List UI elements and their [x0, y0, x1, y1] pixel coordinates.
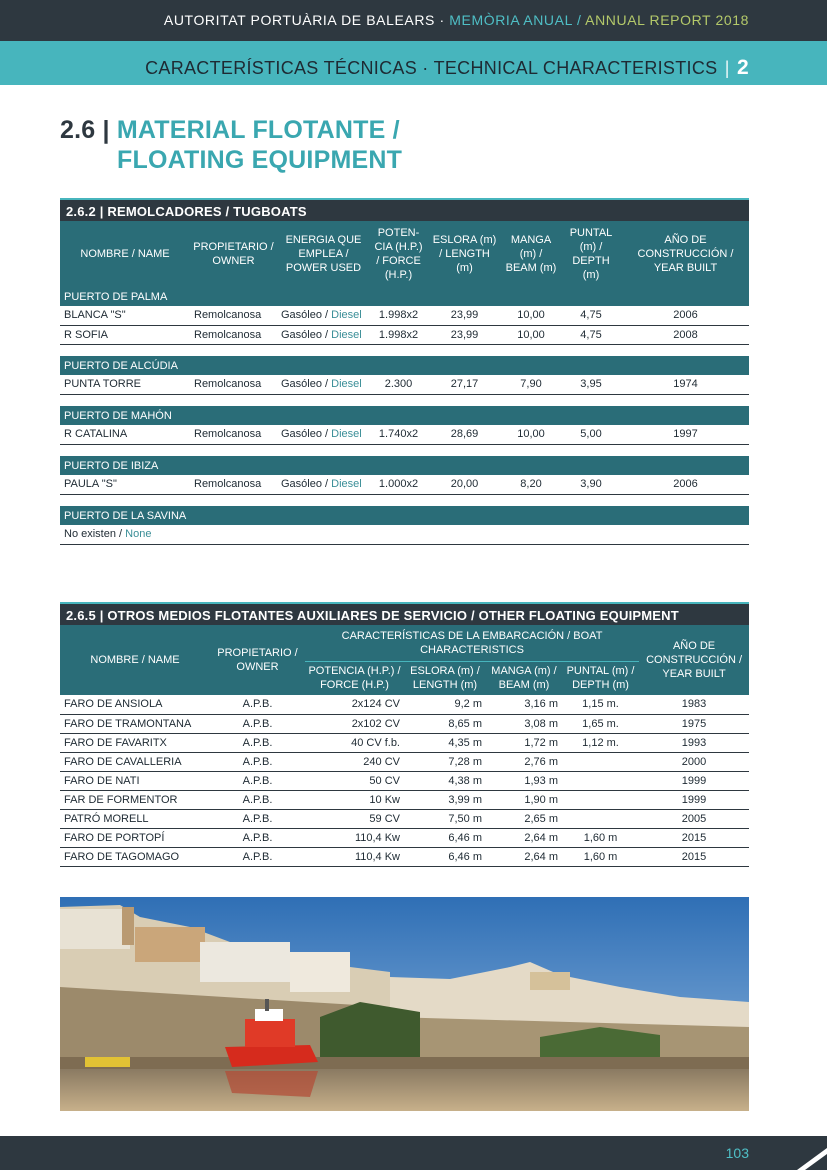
energy-es: Gasóleo — [281, 328, 322, 341]
group-spacer — [60, 344, 749, 356]
vessel-owner: Remolcanosa — [190, 475, 277, 494]
table-row — [60, 771, 749, 790]
equipment-beam: 1,93 m — [486, 771, 562, 790]
vessel-depth: 4,75 — [560, 306, 622, 325]
col-header-owner: PROPIETARIO / OWNER — [210, 625, 305, 695]
col-header-depth: PUNTAL (m) / DEPTH (m) — [562, 661, 639, 695]
port-name: PUERTO DE PALMA — [60, 287, 749, 306]
equipment-length: 4,38 m — [404, 771, 486, 790]
vessel-power: 2.300 — [370, 375, 427, 394]
vessel-length: 28,69 — [427, 425, 502, 444]
section-number: 2 — [737, 56, 749, 79]
table-row — [60, 733, 749, 752]
port-group-row — [60, 456, 749, 475]
title-line1: MATERIAL FLOTANTE / — [116, 116, 400, 144]
equipment-beam: 3,16 m — [486, 695, 562, 714]
equipment-length: 6,46 m — [404, 828, 486, 847]
vessel-length: 20,00 — [427, 475, 502, 494]
equipment-owner: A.P.B. — [210, 828, 305, 847]
vessel-depth: 3,90 — [560, 475, 622, 494]
vessel-year: 1974 — [622, 375, 749, 394]
equipment-beam: 2,64 m — [486, 847, 562, 866]
memoria-label: MEMÒRIA ANUAL — [449, 12, 573, 28]
other-equipment-table-block — [60, 602, 749, 867]
equipment-length: 7,50 m — [404, 809, 486, 828]
equipment-year: 2015 — [639, 828, 749, 847]
col-header-power-used: ENERGIA QUE EMPLEA / POWER USED — [277, 221, 370, 287]
group-spacer — [60, 494, 749, 506]
report-header-bar — [0, 0, 827, 41]
port-group-row — [60, 406, 749, 425]
equipment-depth: 1,60 m — [562, 828, 639, 847]
equipment-year: 2000 — [639, 752, 749, 771]
none-en: None — [125, 528, 152, 541]
equipment-power: 240 CV — [305, 752, 404, 771]
annual-report-label: ANNUAL REPORT 2018 — [585, 12, 749, 28]
equipment-name: FARO DE TAGOMAGO — [60, 847, 210, 866]
equipment-year: 1999 — [639, 771, 749, 790]
vessel-length: 27,17 — [427, 375, 502, 394]
equipment-depth: 1,15 m. — [562, 695, 639, 714]
table-row — [60, 828, 749, 847]
no-vessels-note: No existen / None — [60, 525, 749, 544]
other-equipment-table — [60, 625, 749, 867]
col-header-beam: MANGA (m) / BEAM (m) — [486, 661, 562, 695]
equipment-owner: A.P.B. — [210, 847, 305, 866]
equipment-beam: 2,65 m — [486, 809, 562, 828]
vessel-power: 1.998x2 — [370, 325, 427, 344]
energy-en: Diesel — [331, 428, 362, 441]
table-row — [60, 306, 749, 325]
port-name: PUERTO DE MAHÓN — [60, 406, 749, 425]
equipment-name: FARO DE FAVARITX — [60, 733, 210, 752]
vessel-owner: Remolcanosa — [190, 325, 277, 344]
vessel-year: 2006 — [622, 306, 749, 325]
vessel-depth: 5,00 — [560, 425, 622, 444]
section-bar: CARACTERÍSTICAS TÉCNICAS · TECHNICAL CHARACTERISTICS | 2 — [0, 41, 827, 85]
energy-es: Gasóleo — [281, 478, 322, 491]
energy-es: Gasóleo — [281, 309, 322, 322]
vessel-length: 23,99 — [427, 306, 502, 325]
equipment-depth — [562, 790, 639, 809]
page-number: 103 — [725, 1145, 749, 1161]
table-row — [60, 752, 749, 771]
vessel-year: 2008 — [622, 325, 749, 344]
report-header-text: AUTORITAT PORTUÀRIA DE BALEARS · MEMÒRIA ANUAL / ANNUAL REPORT 2018 — [163, 12, 749, 28]
harbour-town-photo — [60, 897, 749, 1111]
port-group-row — [60, 356, 749, 375]
vessel-beam: 8,20 — [502, 475, 560, 494]
equipment-beam: 1,72 m — [486, 733, 562, 752]
vessel-name: PUNTA TORRE — [60, 375, 190, 394]
vessel-energy: Gasóleo / Diesel — [277, 375, 370, 394]
equipment-year: 1975 — [639, 714, 749, 733]
table-row — [60, 525, 749, 544]
equipment-owner: A.P.B. — [210, 771, 305, 790]
col-header-length: ESLORA (m) / LENGTH (m) — [404, 661, 486, 695]
table-row — [60, 375, 749, 394]
vessel-power: 1.998x2 — [370, 306, 427, 325]
equipment-owner: A.P.B. — [210, 714, 305, 733]
equipment-depth — [562, 809, 639, 828]
equipment-year: 2005 — [639, 809, 749, 828]
port-name: PUERTO DE IBIZA — [60, 456, 749, 475]
port-group-row — [60, 506, 749, 525]
energy-en: Diesel — [331, 378, 362, 391]
vessel-power: 1.740x2 — [370, 425, 427, 444]
vessel-depth: 3,95 — [560, 375, 622, 394]
other-equipment-body — [60, 695, 749, 866]
equipment-year: 2015 — [639, 847, 749, 866]
equipment-depth — [562, 771, 639, 790]
vessel-energy: Gasóleo / Diesel — [277, 425, 370, 444]
col-header-name: NOMBRE / NAME — [60, 221, 190, 287]
equipment-name: FARO DE TRAMONTANA — [60, 714, 210, 733]
group-spacer — [60, 394, 749, 406]
port-name: PUERTO DE ALCÚDIA — [60, 356, 749, 375]
page-footer — [0, 1136, 827, 1170]
energy-en: Diesel — [331, 328, 362, 341]
equipment-owner: A.P.B. — [210, 695, 305, 714]
equipment-length: 3,99 m — [404, 790, 486, 809]
equipment-owner: A.P.B. — [210, 790, 305, 809]
tugboats-table-title: 2.6.2 | REMOLCADORES / TUGBOATS — [60, 198, 749, 221]
col-header-power: POTENCIA (H.P.) / FORCE (H.P.) — [305, 661, 404, 695]
col-header-boat-characteristics: CARACTERÍSTICAS DE LA EMBARCACIÓN / BOAT CHARACTERISTICS — [305, 625, 639, 661]
tugboats-table — [60, 221, 749, 545]
table-row — [60, 425, 749, 444]
page-title — [60, 115, 402, 175]
vessel-energy: Gasóleo / Diesel — [277, 475, 370, 494]
vessel-energy: Gasóleo / Diesel — [277, 325, 370, 344]
table-row — [60, 809, 749, 828]
equipment-power: 10 Kw — [305, 790, 404, 809]
equipment-length: 8,65 m — [404, 714, 486, 733]
equipment-power: 2x124 CV — [305, 695, 404, 714]
other-equipment-table-title: 2.6.5 | OTROS MEDIOS FLOTANTES AUXILIARES DE SERVICIO / OTHER FLOATING EQUIPMENT — [60, 602, 749, 625]
equipment-depth — [562, 752, 639, 771]
tugboats-header-row — [60, 221, 749, 287]
equipment-beam: 3,08 m — [486, 714, 562, 733]
footer-accent-stripe — [757, 1136, 827, 1170]
vessel-length: 23,99 — [427, 325, 502, 344]
col-header-depth: PUNTAL (m) / DEPTH (m) — [560, 221, 622, 287]
org-name: AUTORITAT PORTUÀRIA DE BALEARS — [163, 12, 435, 28]
equipment-name: FARO DE ANSIOLA — [60, 695, 210, 714]
table-row — [60, 847, 749, 866]
equipment-name: PATRÓ MORELL — [60, 809, 210, 828]
table-row — [60, 475, 749, 494]
col-header-length: ESLORA (m) / LENGTH (m) — [427, 221, 502, 287]
col-header-year-built: AÑO DE CONSTRUCCIÓN / YEAR BUILT — [639, 625, 749, 695]
table-row — [60, 695, 749, 714]
equipment-power: 59 CV — [305, 809, 404, 828]
col-header-force: POTEN-CIA (H.P.) / FORCE (H.P.) — [370, 221, 427, 287]
table-row — [60, 714, 749, 733]
vessel-beam: 10,00 — [502, 425, 560, 444]
vessel-owner: Remolcanosa — [190, 425, 277, 444]
equipment-length: 9,2 m — [404, 695, 486, 714]
equipment-depth: 1,12 m. — [562, 733, 639, 752]
equipment-name: FARO DE CAVALLERIA — [60, 752, 210, 771]
vessel-year: 2006 — [622, 475, 749, 494]
vessel-depth: 4,75 — [560, 325, 622, 344]
col-header-beam: MANGA (m) / BEAM (m) — [502, 221, 560, 287]
vessel-power: 1.000x2 — [370, 475, 427, 494]
vessel-beam: 10,00 — [502, 325, 560, 344]
equipment-length: 7,28 m — [404, 752, 486, 771]
port-name: PUERTO DE LA SAVINA — [60, 506, 749, 525]
table-row — [60, 325, 749, 344]
title-number: 2.6 | — [60, 116, 110, 144]
equipment-year: 1999 — [639, 790, 749, 809]
equipment-depth: 1,65 m. — [562, 714, 639, 733]
col-header-year-built: AÑO DE CONSTRUCCIÓN / YEAR BUILT — [622, 221, 749, 287]
title-line2: FLOATING EQUIPMENT — [117, 146, 403, 174]
vessel-name: BLANCA "S" — [60, 306, 190, 325]
equipment-name: FARO DE NATI — [60, 771, 210, 790]
vessel-name: PAULA "S" — [60, 475, 190, 494]
tugboats-table-block — [60, 198, 749, 545]
vessel-name: R CATALINA — [60, 425, 190, 444]
equipment-year: 1983 — [639, 695, 749, 714]
vessel-name: R SOFIA — [60, 325, 190, 344]
none-es: No existen — [64, 528, 116, 541]
equipment-length: 6,46 m — [404, 847, 486, 866]
vessel-owner: Remolcanosa — [190, 375, 277, 394]
group-spacer — [60, 444, 749, 456]
tugboats-body — [60, 287, 749, 544]
port-group-row — [60, 287, 749, 306]
vessel-year: 1997 — [622, 425, 749, 444]
vessel-owner: Remolcanosa — [190, 306, 277, 325]
energy-en: Diesel — [331, 309, 362, 322]
equipment-power: 40 CV f.b. — [305, 733, 404, 752]
equipment-owner: A.P.B. — [210, 809, 305, 828]
table-row — [60, 790, 749, 809]
equipment-length: 4,35 m — [404, 733, 486, 752]
vessel-beam: 7,90 — [502, 375, 560, 394]
equipment-power: 50 CV — [305, 771, 404, 790]
equipment-name: FARO DE PORTOPÍ — [60, 828, 210, 847]
vessel-beam: 10,00 — [502, 306, 560, 325]
equipment-beam: 1,90 m — [486, 790, 562, 809]
col-header-owner: PROPIETARIO / OWNER — [190, 221, 277, 287]
equipment-power: 110,4 Kw — [305, 828, 404, 847]
equipment-depth: 1,60 m — [562, 847, 639, 866]
equipment-owner: A.P.B. — [210, 733, 305, 752]
energy-en: Diesel — [331, 478, 362, 491]
equipment-name: FAR DE FORMENTOR — [60, 790, 210, 809]
equipment-beam: 2,64 m — [486, 828, 562, 847]
equipment-beam: 2,76 m — [486, 752, 562, 771]
energy-es: Gasóleo — [281, 428, 322, 441]
col-header-name: NOMBRE / NAME — [60, 625, 210, 695]
energy-es: Gasóleo — [281, 378, 322, 391]
equipment-owner: A.P.B. — [210, 752, 305, 771]
equipment-power: 2x102 CV — [305, 714, 404, 733]
equipment-power: 110,4 Kw — [305, 847, 404, 866]
equipment-year: 1993 — [639, 733, 749, 752]
section-title: CARACTERÍSTICAS TÉCNICAS · TECHNICAL CHARACTERISTICS — [145, 58, 718, 78]
vessel-energy: Gasóleo / Diesel — [277, 306, 370, 325]
